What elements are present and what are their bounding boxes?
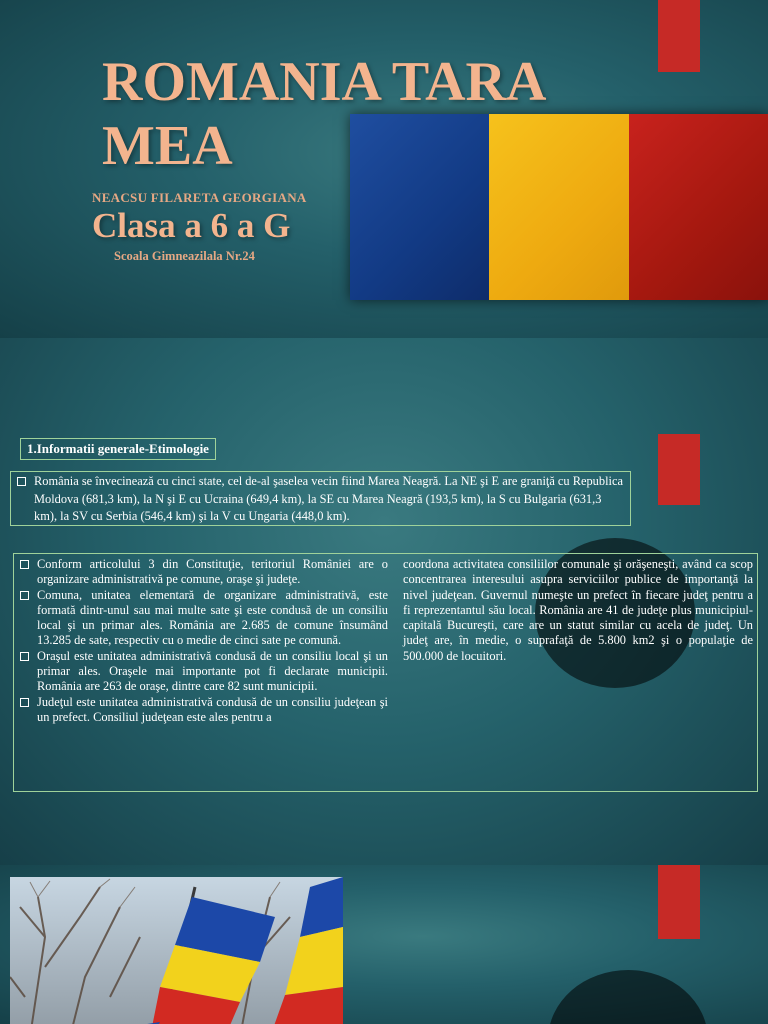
right-column (403, 557, 753, 664)
list-item (18, 695, 388, 726)
accent-bar (658, 434, 700, 505)
title-slide (0, 0, 768, 338)
continuation-text: coordona activitatea consiliilor comunale şi orăşeneşti, având ca scop concentrarea interesului asupra serviciilor publice de importanţă la nivel judeţean. Guvernul numeşte un prefect în fiecare judeţ pentru a fi reprezentantul său local. România are 41 de judeţe plus municipiul-capitală Bucureşti, care are un statut similar cu acela de judeţ. Un judeţ are, în medie, o suprafaţă de 5.800 km2 şi o populaţie de 500.000 de locuitori. (403, 557, 753, 663)
bullet-text: Conform articolului 3 din Constituţie, teritoriul României are o organizare administrativă pe comune, oraşe şi judeţe. (37, 557, 388, 587)
checkbox-bullet-icon (17, 477, 26, 486)
accent-bar (658, 0, 700, 72)
intro-textbox (10, 471, 631, 526)
section-heading: 1.Informatii generale-Etimologie (20, 438, 216, 460)
flags-photo (10, 877, 343, 1024)
left-column (18, 557, 388, 725)
checkbox-bullet-icon (20, 591, 29, 600)
intro-text: România se învecinează cu cinci state, cel de-al şaselea vecin fiind Marea Neagră. La NE şi E are graniţă cu Republica Moldova (681,3 km), la N şi E cu Ucraina (649,4 km), la SE cu Marea Neagră (193,5 km), la S cu Bulgaria (631,3 km), la SV cu Serbia (546,4 km) şi la V cu Ungaria (448,0 km). (34, 474, 623, 523)
list-item (18, 557, 388, 588)
slide-title: ROMANIA TARA MEA (102, 51, 544, 177)
checkbox-bullet-icon (20, 560, 29, 569)
info-slide (0, 338, 768, 865)
bullet-text: Oraşul este unitatea administrativă condusă de un consiliu local şi un primar ales. Oraşele mai importante pot fi declarate municipii. România are 263 de oraşe, dintre care 82 sunt municipii. (37, 648, 388, 694)
bullet-text: Judeţul este unitatea administrativă condusă de un consiliu judeţean şi un prefect. Consiliul judeţean este ales pentru a (37, 694, 388, 724)
photo-slide (0, 865, 768, 1024)
flag-yellow-stripe (489, 114, 628, 300)
flag-red-stripe (629, 114, 768, 300)
list-item (18, 588, 388, 649)
flag-blue-stripe (350, 114, 489, 300)
list-item (18, 649, 388, 695)
accent-bar (658, 865, 700, 939)
romania-flag-image (350, 114, 768, 300)
class-label: Clasa a 6 a G (92, 206, 291, 245)
decorative-circle (548, 970, 708, 1024)
author-name: NEACSU FILARETA GEORGIANA (92, 190, 307, 205)
checkbox-bullet-icon (20, 698, 29, 707)
list-item (15, 473, 626, 526)
school-label: Scoala Gimneazilala Nr.24 (114, 249, 255, 263)
waving-flags-image (10, 877, 343, 1024)
details-textbox (13, 553, 758, 792)
bullet-text: Comuna, unitatea elementară de organizare administrativă, este formată dintr-unul sau mai multe sate şi este condusă de un consiliu local şi un primar ales. România are 2.685 de comune însumând 13.285 de sate, respectiv cu o medie de cinci sate pe comună. (37, 587, 388, 648)
checkbox-bullet-icon (20, 652, 29, 661)
